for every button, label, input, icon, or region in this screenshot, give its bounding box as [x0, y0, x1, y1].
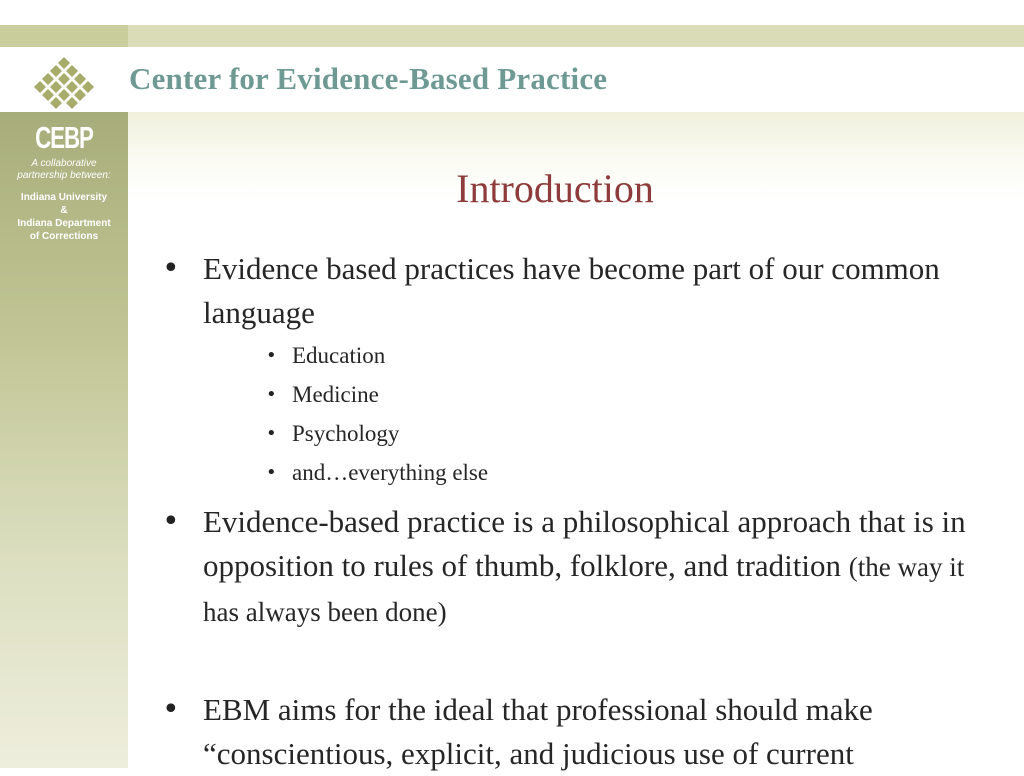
bullet-item [162, 247, 972, 335]
sub-bullet-text: Psychology [292, 421, 400, 446]
sub-bullet-item [266, 343, 766, 369]
sub-bullet-item [266, 382, 766, 408]
sub-bullet-item [266, 460, 766, 486]
bullet-dot-icon: • [266, 345, 277, 366]
bullet-dot-icon: • [266, 384, 277, 405]
org-title: Center for Evidence-Based Practice [129, 61, 608, 96]
sub-bullet-text: Medicine [292, 382, 379, 407]
tagline-line: A collaborative [31, 158, 97, 169]
partner-line: Indiana University [20, 192, 108, 203]
bullet-text [203, 500, 972, 634]
bullet-main-text: Evidence-based practice is a philosophical approach that is in opposition to rules of thumb, folklore, and tradition [203, 504, 966, 583]
bullet-dot-icon: • [162, 504, 180, 539]
tagline-line: partnership between: [17, 170, 111, 181]
bullet-dot-icon: • [162, 692, 180, 727]
bullet-dot-icon: • [266, 462, 277, 483]
sub-bullet-item [266, 421, 766, 447]
slide-title: Introduction [456, 166, 654, 211]
bullet-item [162, 688, 972, 776]
diamond-lattice-logo-icon [34, 55, 94, 109]
sub-bullet-text: and…everything else [292, 460, 489, 485]
bullet-parenthetical: (the way it has always been done) [203, 552, 965, 627]
bullet-dot-icon: • [162, 251, 180, 286]
partner-line: & [60, 205, 68, 216]
bullet-text: EBM aims for the ideal that professional should make “conscientious, explicit, and judicious use of current [203, 692, 873, 771]
bullet-text: Evidence based practices have become part of our common language [203, 251, 940, 330]
header [0, 47, 1024, 112]
sub-bullet-text: Education [292, 343, 386, 368]
top-color-band [0, 25, 1024, 47]
bullet-dot-icon: • [266, 423, 277, 444]
partner-line: Indiana Department [17, 218, 111, 229]
sidebar-brand: CEBP [35, 120, 93, 155]
partner-line: of Corrections [29, 231, 99, 242]
bullet-item [162, 500, 972, 634]
